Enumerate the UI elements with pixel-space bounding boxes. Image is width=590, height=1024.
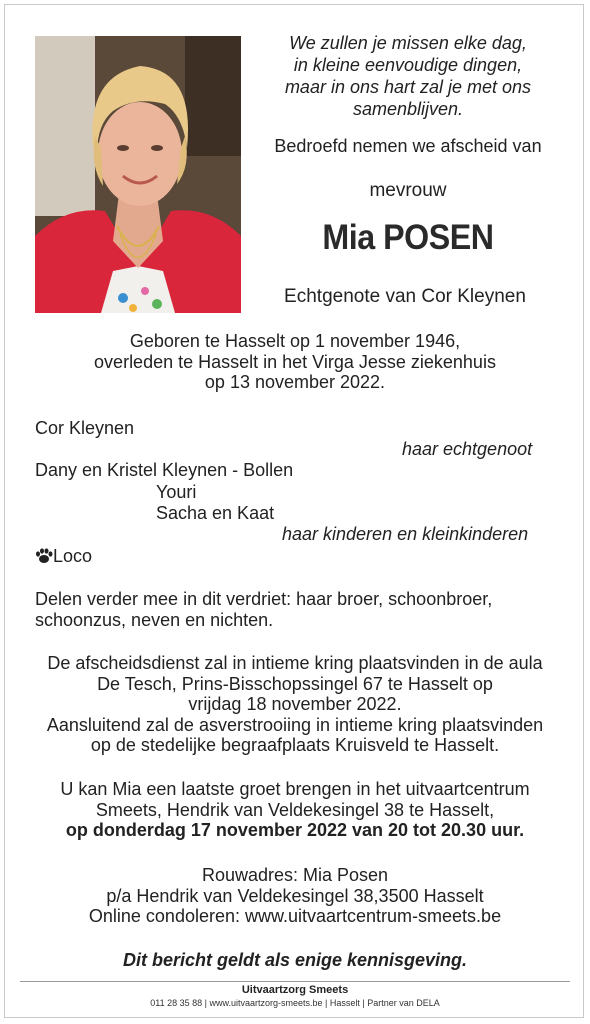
visitation-line: Smeets, Hendrik van Veldekesingel 38 te Hasselt,	[95, 799, 495, 820]
family-children: Dany en Kristel Kleynen - Bollen	[35, 460, 294, 480]
poem-line: We zullen je missen elke dag,	[289, 33, 527, 53]
visitation-line: U kan Mia een laatste groet brengen in het uitvaartcentrum	[60, 779, 530, 799]
spouse-line: Echtgenote van Cor Kleynen	[284, 286, 526, 307]
also-mourning-line: Delen verder mee in dit verdriet: haar broer, schoonbroer,	[35, 589, 493, 609]
poem-line: maar in ons hart zal je met ons	[284, 77, 532, 97]
ceremony-line: Aansluitend zal de asverstrooiing in intieme kring plaatsvinden	[46, 714, 544, 735]
family-children-role: haar kinderen en kleinkinderen	[282, 524, 529, 544]
ceremony-line: De afscheidsdienst zal in intieme kring plaatsvinden in de aula	[47, 653, 543, 673]
poem	[262, 32, 554, 120]
ceremony-line: De Tesch, Prins-Bisschopssingel 67 te Hasselt op	[97, 673, 493, 694]
ceremony-line: op de stedelijke begraafplaats Kruisveld te Hasselt.	[90, 735, 500, 755]
ceremony-line: vrijdag 18 november 2022.	[188, 694, 402, 714]
condolence-link[interactable]: Online condoleren: www.uitvaartcentrum-smeets.be	[88, 906, 502, 926]
poem-line: samenblijven.	[352, 99, 464, 119]
family-grandchild: Sacha en Kaat	[156, 503, 275, 523]
ceremony-block	[20, 653, 570, 756]
visitation-time: op donderdag 17 november 2022 van 20 tot 20.30 uur.	[65, 820, 525, 840]
birth-death-line: overleden te Hasselt in het Virga Jesse ziekenhuis	[94, 351, 496, 372]
family-pet	[35, 546, 92, 569]
mourning-address-block	[20, 865, 570, 927]
footer-company: Uitvaartzorg Smeets	[241, 984, 349, 996]
deceased-name: Mia POSEN	[322, 218, 494, 257]
birth-death-block	[20, 331, 570, 393]
birth-death-line: op 13 november 2022.	[204, 372, 386, 392]
also-mourning-line: schoonzus, neven en nichten.	[35, 610, 274, 630]
footer-divider	[20, 981, 570, 982]
pet-name: Loco	[53, 546, 93, 566]
closing-notice: Dit bericht geldt als enige kennisgeving.	[122, 950, 468, 970]
visitation-block	[20, 779, 570, 841]
intro-text: Bedroefd nemen we afscheid van	[274, 136, 542, 156]
honorific: mevrouw	[369, 180, 447, 201]
family-husband: Cor Kleynen	[35, 418, 135, 438]
portrait-photo	[35, 36, 241, 313]
birth-death-line: Geboren te Hasselt op 1 november 1946,	[129, 331, 461, 351]
also-mourning-block	[35, 589, 492, 631]
paw-icon	[35, 548, 53, 569]
poem-line: in kleine eenvoudige dingen,	[293, 55, 523, 75]
mourning-address-line: p/a Hendrik van Veldekesingel 38,3500 Hasselt	[106, 885, 484, 906]
portrait-illustration	[35, 36, 241, 313]
mourning-address-line: Rouwadres: Mia Posen	[201, 865, 389, 885]
footer-contact: 011 28 35 88 | www.uitvaartzorg-smeets.be | Hasselt | Partner van DELA	[150, 998, 440, 1008]
family-grandchild: Youri	[156, 482, 197, 502]
family-husband-role: haar echtgenoot	[402, 439, 533, 459]
